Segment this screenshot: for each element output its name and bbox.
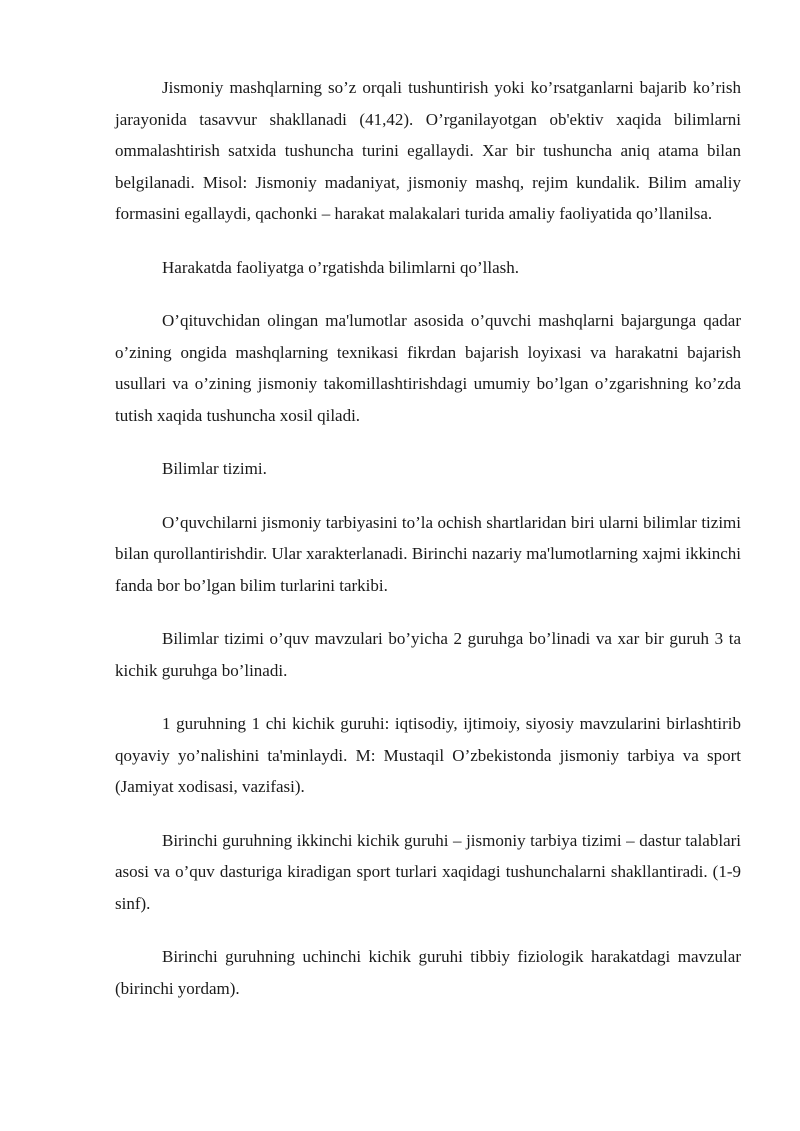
paragraph-6: Bilimlar tizimi o’quv mavzulari bo’yicha 2 guruhga bo’linadi va xar bir guruh 3 ta kichik guruhga bo’linadi. — [115, 629, 741, 680]
paragraph-2: Harakatda faoliyatga o’rgatishda bilimlarni qo’llash. — [162, 257, 520, 277]
paragraph-3: O’qituvchidan olingan ma'lumotlar asosida o’quvchi mashqlarni bajargunga qadar o’zining ongida mashqlarning texnikasi fikrdan bajarish loyixasi va harakatni bajarish usullari va o’zining jismoniy takomillashtirishdagi umumiy bo’lgan o’zgarishning ko’zda tutish xaqida tushuncha xosil qiladi. — [115, 311, 741, 425]
document-page — [115, 72, 741, 1026]
paragraph-9: Birinchi guruhning uchinchi kichik guruhi tibbiy fiziologik harakatdagi mavzular (birinchi yordam). — [115, 947, 741, 998]
paragraph-8: Birinchi guruhning ikkinchi kichik guruhi – jismoniy tarbiya tizimi – dastur talablari asosi va o’quv dasturiga kiradigan sport turlari xaqidagi tushunchalarni shakllantiradi. (1-9 sinf). — [115, 830, 741, 913]
paragraph-7: 1 guruhning 1 chi kichik guruhi: iqtisodiy, ijtimoiy, siyosiy mavzularini birlashtirib qoyaviy yo’nalishini ta'minlaydi. M: Mustaqil O’zbekistonda jismoniy tarbiya va sport (Jamiyat xodisasi, vazifasi). — [115, 714, 741, 796]
paragraph-4: Bilimlar tizimi. — [162, 459, 267, 478]
paragraph-1: Jismoniy mashqlarning so’z orqali tushuntirish yoki ko’rsatganlarni bajarib ko’rish jarayonida tasavvur shakllanadi (41,42). O’rganilayotgan ob'ektiv xaqida bilimlarni ommalashtirish satxida tushuncha turini egallaydi. Xar bir tushuncha aniq atama bilan belgilanadi. Misol: Jismoniy madaniyat, jismoniy mashq, rejim kundalik. Bilim amaliy formasini egallaydi, qachonki – harakat malakalari turida amaliy faoliyatida qo’llanilsa. — [115, 78, 741, 223]
paragraph-5: O’quvchilarni jismoniy tarbiyasini to’la ochish shartlaridan biri ularni bilimlar tizimi bilan qurollantirishdir. Ular xarakterlanadi. Birinchi nazariy ma'lumotlarning xajmi ikkinchi fanda bor bo’lgan bilim turlarini tarkibi. — [115, 512, 741, 595]
